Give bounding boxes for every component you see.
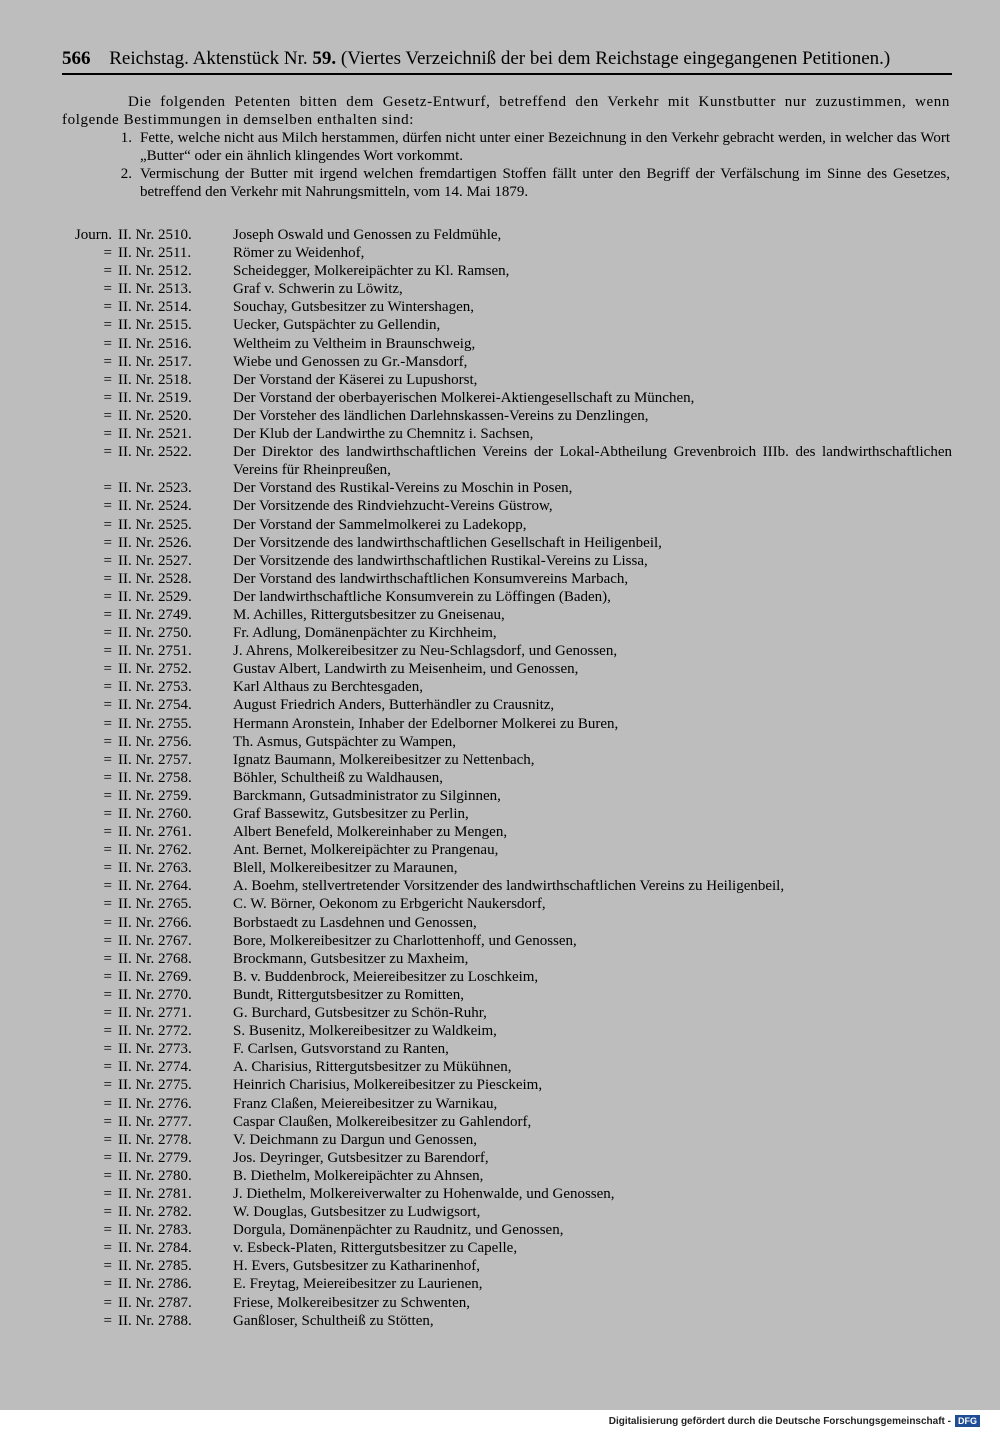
header-rule [62,73,952,75]
petition-row [62,986,952,1004]
journal-number: II. Nr. 2776. [118,1095,192,1112]
journal-prefix: = [103,643,112,660]
petitioner-text: Jos. Deyringer, Gutsbesitzer zu Barendorf, [233,1149,489,1166]
petitioner-text: Scheidegger, Molkereipächter zu Kl. Ramsen, [233,263,510,280]
petition-row [62,534,952,552]
petition-row [62,1022,952,1040]
journal-prefix: = [103,1023,112,1040]
journal-number: II. Nr. 2767. [118,932,192,949]
intro-item-number: 2. [120,166,132,182]
journal-prefix: = [103,1149,112,1166]
petitioner-text: Karl Althaus zu Berchtesgaden, [233,679,423,696]
journal-prefix: = [103,1095,112,1112]
petition-row [62,859,952,877]
journal-prefix: = [103,1204,112,1221]
journal-number: II. Nr. 2511. [118,245,192,262]
journal-number: II. Nr. 2778. [118,1131,192,1148]
petition-row [62,1239,952,1257]
petition-row [62,877,952,895]
journal-number: II. Nr. 2765. [118,896,192,913]
petitioner-text: H. Evers, Gutsbesitzer zu Katharinenhof, [233,1258,481,1275]
journal-prefix: = [103,1113,112,1130]
petitioner-text: A. Charisius, Rittergutsbesitzer zu Mükühnen, [233,1059,512,1076]
journal-number: II. Nr. 2774. [118,1059,192,1076]
petition-row [62,552,952,570]
petition-row [62,226,952,244]
journal-number: II. Nr. 2780. [118,1167,192,1184]
petitioner-text: Borbstaedt zu Lasdehnen und Genossen, [233,914,477,931]
petition-row [62,678,952,696]
petition-row [62,1076,952,1094]
petition-row [62,805,952,823]
journal-prefix: = [103,1276,112,1293]
journal-prefix: = [103,389,112,406]
petition-row [62,425,952,443]
journal-prefix: = [103,751,112,768]
petitioner-text: Ganßloser, Schultheiß zu Stötten, [233,1312,434,1329]
journal-prefix: = [103,606,112,623]
journal-prefix: = [103,697,112,714]
petition-row [62,733,952,751]
journal-number: II. Nr. 2526. [118,534,192,551]
journal-number: II. Nr. 2784. [118,1240,192,1257]
journal-number: II. Nr. 2769. [118,968,192,985]
journal-prefix: = [103,1258,112,1275]
petition-row [62,841,952,859]
petitioner-text: Souchay, Gutsbesitzer zu Wintershagen, [233,299,474,316]
petitioner-text: Ignatz Baumann, Molkereibesitzer zu Nettenbach, [233,751,535,768]
journal-number: II. Nr. 2783. [118,1222,192,1239]
journal-number: II. Nr. 2750. [118,625,192,642]
petitioner-text: Der Vorstand des Rustikal-Vereins zu Moschin in Posen, [233,480,573,497]
petitioner-text: Weltheim zu Veltheim in Braunschweig, [233,335,476,352]
petitioner-text: Franz Claßen, Meiereibesitzer zu Warnikau, [233,1095,498,1112]
petition-row [62,371,952,389]
petition-row [62,1095,952,1113]
journal-prefix: = [103,1005,112,1022]
journal-prefix: = [103,1059,112,1076]
journal-number: II. Nr. 2528. [118,570,192,587]
petition-row [62,1040,952,1058]
petition-row [62,1131,952,1149]
journal-prefix: = [103,1222,112,1239]
petitioner-text: Fr. Adlung, Domänenpächter zu Kirchheim, [233,625,497,642]
journal-prefix: = [103,317,112,334]
petition-row [62,642,952,660]
journal-number: II. Nr. 2785. [118,1258,192,1275]
petitioner-text: Graf Bassewitz, Gutsbesitzer zu Perlin, [233,806,469,822]
petition-list [62,226,952,1330]
petition-row [62,1185,952,1203]
petitioner-text: Bore, Molkereibesitzer zu Charlottenhoff, und Genossen, [233,932,577,949]
petitioner-text: Der Direktor des landwirthschaftlichen Vereins der Lokal-Abtheilung Grevenbroich IIIb. des landwirthschaftlichen Vereins für Rheinpreußen, [233,444,952,479]
journal-number: II. Nr. 2770. [118,986,192,1003]
petitioner-text: Friese, Molkereibesitzer zu Schwenten, [233,1294,471,1311]
journal-prefix: = [103,444,112,461]
journal-prefix: = [103,552,112,569]
journal-number: II. Nr. 2529. [118,588,192,605]
page-number: 566 [62,48,91,69]
journal-number: II. Nr. 2772. [118,1023,192,1040]
petitioner-text: B. v. Buddenbrock, Meiereibesitzer zu Loschkeim, [233,968,539,985]
intro-item [62,129,950,165]
petition-row [62,1058,952,1076]
petitioner-text: Böhler, Schultheiß zu Waldhausen, [233,769,443,786]
page-header [62,48,952,70]
journal-number: II. Nr. 2749. [118,606,192,623]
footer [609,1415,980,1427]
petition-row [62,787,952,805]
petitioner-text: Blell, Molkereibesitzer zu Maraunen, [233,860,458,877]
petition-row [62,1203,952,1221]
journal-prefix: = [103,824,112,841]
petition-row [62,715,952,733]
journal-number: II. Nr. 2759. [118,787,192,804]
journal-prefix: = [103,1294,112,1311]
journal-number: II. Nr. 2517. [118,353,192,370]
petitioner-text: Der Vorsitzende des Rindviehzucht-Vereins Güstrow, [233,498,553,515]
petitioner-text: Der Vorstand des landwirthschaftlichen Konsumvereins Marbach, [233,570,629,587]
petition-row [62,1149,952,1167]
petition-row [62,1167,952,1185]
petition-row [62,1113,952,1131]
journal-number: II. Nr. 2763. [118,860,192,877]
journal-number: II. Nr. 2773. [118,1041,192,1058]
journal-prefix: = [103,878,112,895]
petition-row [62,298,952,316]
intro-section [62,93,950,201]
journal-prefix: = [103,950,112,967]
petitioner-text: Joseph Oswald und Genossen zu Feldmühle, [233,227,502,243]
journal-number: II. Nr. 2761. [118,824,192,841]
petitioner-text: Der Vorstand der oberbayerischen Molkerei-Aktiengesellschaft zu München, [233,389,695,406]
journal-prefix: = [103,299,112,316]
petition-row [62,660,952,678]
journal-prefix: = [103,588,112,605]
journal-number: II. Nr. 2782. [118,1204,192,1221]
petition-row [62,407,952,425]
petition-row [62,1294,952,1312]
journal-number: II. Nr. 2764. [118,878,192,895]
journal-prefix: = [103,986,112,1003]
journal-number: II. Nr. 2516. [118,335,192,352]
petitioner-text: Graf v. Schwerin zu Löwitz, [233,281,403,298]
journal-prefix: = [103,371,112,388]
journal-number: II. Nr. 2771. [118,1005,192,1022]
petitioner-text: Der Klub der Landwirthe zu Chemnitz i. Sachsen, [233,426,534,443]
petitioner-text: F. Carlsen, Gutsvorstand zu Ranten, [233,1041,449,1058]
petitioner-text: J. Ahrens, Molkereibesitzer zu Neu-Schlagsdorf, und Genossen, [233,643,618,660]
journal-number: II. Nr. 2521. [118,426,192,443]
petitioner-text: V. Deichmann zu Dargun und Genossen, [233,1131,477,1148]
journal-number: II. Nr. 2515. [118,317,192,334]
petition-row [62,968,952,986]
petitioner-text: B. Diethelm, Molkereipächter zu Ahnsen, [233,1167,484,1184]
journal-prefix: = [103,1240,112,1257]
journal-prefix: = [103,281,112,298]
petitioner-text: Uecker, Gutspächter zu Gellendin, [233,317,441,334]
intro-item [62,165,950,201]
journal-prefix: = [103,1185,112,1202]
petition-row [62,1257,952,1275]
header-title: Reichstag. Aktenstück Nr. [109,48,308,69]
intro-item-number: 1. [120,130,132,146]
journal-number: II. Nr. 2766. [118,914,192,931]
dfg-logo: DFG [955,1415,980,1427]
petition-row [62,280,952,298]
petitioner-text: Wiebe und Genossen zu Gr.-Mansdorf, [233,353,468,370]
petition-row [62,1312,952,1330]
petition-row [62,389,952,407]
petitioner-text: Brockmann, Gutsbesitzer zu Maxheim, [233,950,469,967]
petition-row [62,516,952,534]
petitioner-text: A. Boehm, stellvertretender Vorsitzender des landwirthschaftlichen Vereins zu Heiligenbeil, [233,878,785,895]
journal-number: II. Nr. 2762. [118,842,192,859]
journal-prefix: = [103,733,112,750]
petitioner-text: Hermann Aronstein, Inhaber der Edelborner Molkerei zu Buren, [233,715,619,732]
journal-number: II. Nr. 2756. [118,733,192,750]
petitioner-text: Heinrich Charisius, Molkereibesitzer zu Piesckeim, [233,1077,543,1094]
journal-number: II. Nr. 2520. [118,407,192,424]
petition-row [62,316,952,334]
journal-number: II. Nr. 2513. [118,281,192,298]
petitioner-text: Römer zu Weidenhof, [233,245,365,262]
journal-prefix: = [103,842,112,859]
petition-row [62,895,952,913]
journal-prefix: = [103,769,112,786]
journal-number: II. Nr. 2788. [118,1312,192,1329]
journal-number: II. Nr. 2527. [118,552,192,569]
intro-item-text: Vermischung der Butter mit irgend welchen fremdartigen Stoffen fällt unter den Begriff der Verfälschung im Sinne des Gesetzes, betreffend den Verkehr mit Nahrungsmitteln, vom 14. Mai 1879. [140,166,950,200]
journal-prefix: = [103,932,112,949]
petitioner-text: Dorgula, Domänenpächter zu Raudnitz, und Genossen, [233,1222,564,1239]
petition-row [62,588,952,606]
petitioner-text: Der landwirthschaftliche Konsumverein zu Löffingen (Baden), [233,588,611,605]
journal-number: II. Nr. 2523. [118,480,192,497]
journal-prefix: = [103,661,112,678]
journal-number: II. Nr. 2768. [118,950,192,967]
petition-row [62,769,952,787]
journal-prefix: = [103,896,112,913]
journal-prefix: = [103,245,112,262]
journal-number: II. Nr. 2524. [118,498,192,515]
petitioner-text: Th. Asmus, Gutspächter zu Wampen, [233,733,457,750]
intro-list [62,129,950,201]
petition-row [62,1004,952,1022]
journal-number: II. Nr. 2755. [118,715,192,732]
petitioner-text: Der Vorsitzende des landwirthschaftlichen Rustikal-Vereins zu Lissa, [233,552,648,569]
journal-number: II. Nr. 2752. [118,661,192,678]
journal-prefix: = [103,625,112,642]
petition-row [62,262,952,280]
journal-number: II. Nr. 2777. [118,1113,192,1130]
petitioner-text: W. Douglas, Gutsbesitzer zu Ludwigsort, [233,1204,481,1221]
petition-row [62,497,952,515]
petition-row [62,751,952,769]
journal-prefix: = [103,407,112,424]
petitioner-text: v. Esbeck-Platen, Rittergutsbesitzer zu Capelle, [233,1240,518,1257]
journal-number: II. Nr. 2525. [118,516,192,533]
journal-prefix: = [103,787,112,804]
journal-number: II. Nr. 2754. [118,697,192,714]
journal-prefix: = [103,426,112,443]
journal-prefix: = [103,1041,112,1058]
petition-row [62,570,952,588]
petitioner-text: J. Diethelm, Molkereiverwalter zu Hohenwalde, und Genossen, [233,1185,615,1202]
petition-row [62,932,952,950]
journal-prefix: = [103,860,112,877]
petition-row [62,1221,952,1239]
journal-prefix: = [103,1312,112,1329]
journal-number: II. Nr. 2514. [118,299,192,316]
journal-prefix: = [103,498,112,515]
petitioner-text: Der Vorstand der Käserei zu Lupushorst, [233,371,478,388]
journal-prefix: = [103,534,112,551]
petitioner-text: E. Freytag, Meiereibesitzer zu Laurienen, [233,1276,483,1293]
petitioner-text: M. Achilles, Rittergutsbesitzer zu Gneisenau, [233,606,505,623]
document-number: 59. [312,48,337,69]
intro-item-text: Fette, welche nicht aus Milch herstammen, dürfen nicht unter einer Bezeichnung in den Verkehr gebracht werden, in welcher das Wort „Butter“ oder ein ähnlich klingendes Wort vorkommt. [140,130,950,164]
petition-row [62,823,952,841]
petition-row [62,624,952,642]
petition-row [62,696,952,714]
petition-row [62,1275,952,1293]
journal-number: II. Nr. 2779. [118,1149,192,1166]
journal-number: II. Nr. 2512. [118,263,192,280]
journal-number: II. Nr. 2510. [118,227,192,243]
journal-number: II. Nr. 2775. [118,1077,192,1094]
journal-prefix: = [103,570,112,587]
journal-prefix: = [103,1167,112,1184]
petition-row [62,353,952,371]
petitioner-text: S. Busenitz, Molkereibesitzer zu Waldkeim, [233,1023,497,1040]
journal-prefix: = [103,806,112,822]
petition-row [62,443,952,479]
petitioner-text: August Friedrich Anders, Butterhändler zu Crausnitz, [233,697,555,714]
journal-number: II. Nr. 2760. [118,806,192,822]
journal-number: II. Nr. 2787. [118,1294,192,1311]
journal-number: II. Nr. 2781. [118,1185,192,1202]
journal-prefix: = [103,263,112,280]
journal-prefix: Journ. [74,227,112,243]
journal-number: II. Nr. 2757. [118,751,192,768]
footer-text: Digitalisierung gefördert durch die Deutsche Forschungsgemeinschaft - [608,1415,951,1427]
journal-prefix: = [103,480,112,497]
petitioner-text: Bundt, Rittergutsbesitzer zu Romitten, [233,986,464,1003]
journal-number: II. Nr. 2522. [118,444,192,461]
petition-row [62,335,952,353]
journal-prefix: = [103,1077,112,1094]
journal-number: II. Nr. 2758. [118,769,192,786]
intro-text: Die folgenden Petenten bitten dem Gesetz-Entwurf, betreffend den Verkehr mit Kunstbutter nur zuzustimmen, wenn folgende Bestimmungen in demselben enthalten sind: [62,94,950,128]
journal-number: II. Nr. 2786. [118,1276,192,1293]
petition-row [62,606,952,624]
journal-prefix: = [103,715,112,732]
petition-row [62,479,952,497]
journal-number: II. Nr. 2753. [118,679,192,696]
petition-row [62,244,952,262]
petitioner-text: Der Vorsitzende des landwirthschaftlichen Gesellschaft in Heiligenbeil, [233,534,662,551]
journal-prefix: = [103,335,112,352]
journal-prefix: = [103,679,112,696]
journal-prefix: = [103,1131,112,1148]
journal-number: II. Nr. 2518. [118,371,192,388]
petitioner-text: Barckmann, Gutsadministrator zu Silginnen, [233,787,501,804]
petitioner-text: G. Burchard, Gutsbesitzer zu Schön-Ruhr, [233,1005,487,1022]
journal-prefix: = [103,914,112,931]
journal-number: II. Nr. 2519. [118,389,192,406]
petitioner-text: Der Vorsteher des ländlichen Darlehnskassen-Vereins zu Denzlingen, [233,407,649,424]
petitioner-text: Caspar Claußen, Molkereibesitzer zu Gahlendorf, [233,1113,532,1130]
petitioner-text: Gustav Albert, Landwirth zu Meisenheim, und Genossen, [233,661,579,678]
petitioner-text: Ant. Bernet, Molkereipächter zu Prangenau, [233,842,499,859]
petitioner-text: Der Vorstand der Sammelmolkerei zu Ladekopp, [233,516,527,533]
petition-row [62,914,952,932]
header-subtitle: (Viertes Verzeichniß der bei dem Reichstage eingegangenen Petitionen.) [340,48,891,69]
journal-prefix: = [103,968,112,985]
journal-prefix: = [103,516,112,533]
petitioner-text: C. W. Börner, Oekonom zu Erbgericht Naukersdorf, [233,896,546,913]
petition-row [62,950,952,968]
journal-number: II. Nr. 2751. [118,643,192,660]
petitioner-text: Albert Benefeld, Molkereinhaber zu Mengen, [233,824,508,841]
journal-prefix: = [103,353,112,370]
